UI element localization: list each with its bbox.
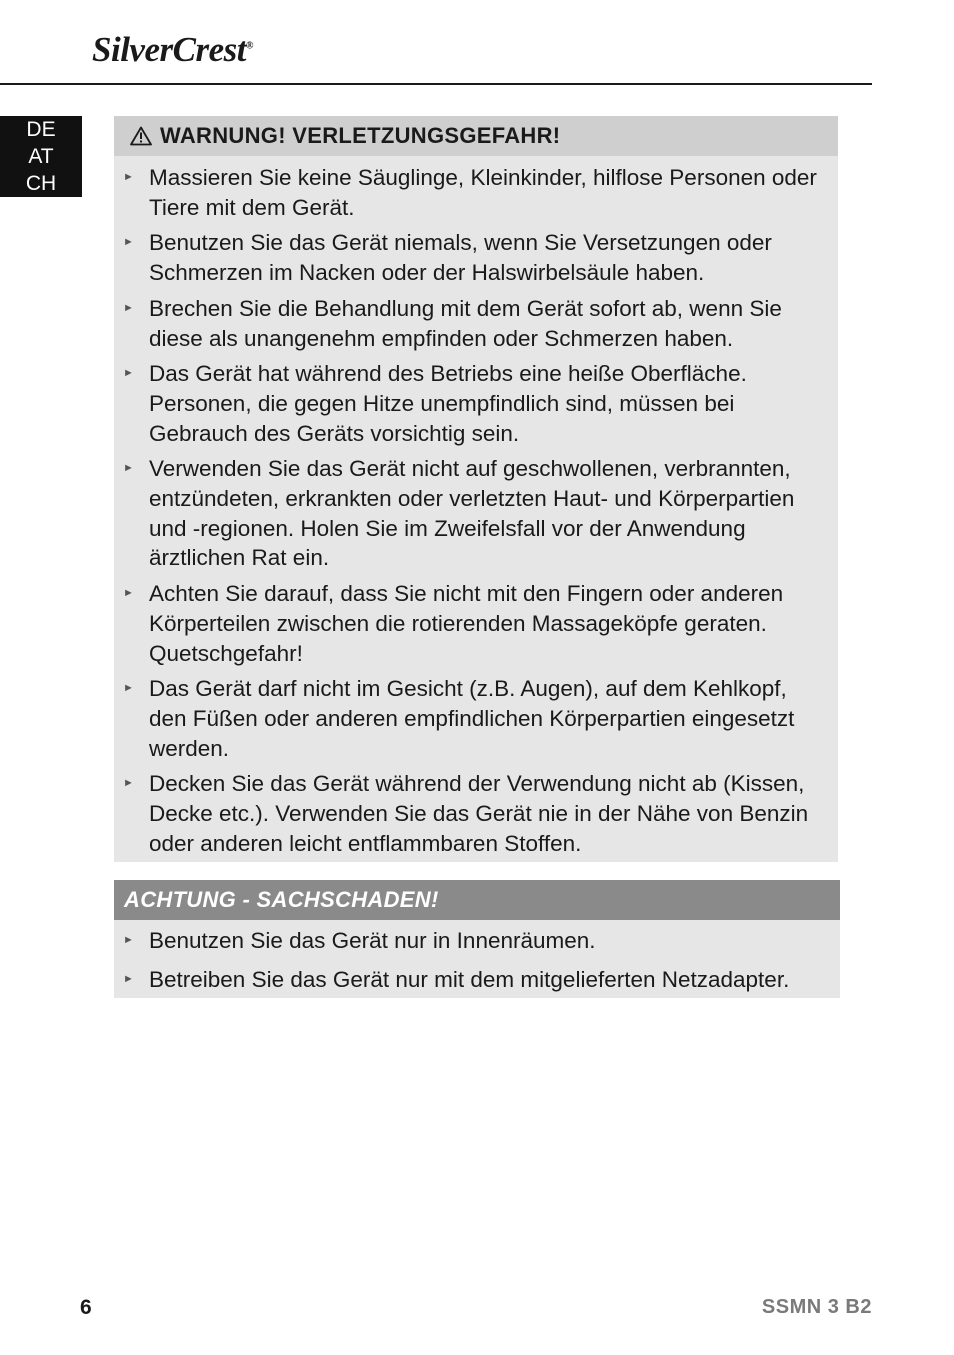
warning-item-text: Decken Sie das Gerät während der Verwendung nicht ab (Kissen, Decke etc.). Verwenden Sie das Gerät nie in der Nähe von Benzin oder anderen leicht entflammbaren Stoffen. <box>149 771 809 856</box>
warning-triangle-icon <box>130 126 152 146</box>
warning-item-text: Massieren Sie keine Säuglinge, Kleinkinder, hilflose Personen oder Tiere mit dem Gerät. <box>149 165 817 220</box>
warning-item <box>123 163 828 222</box>
warning-item-text: Verwenden Sie das Gerät nicht auf geschwollenen, verbrannten, entzündeten, erkrankten oder verletzten Haut- und Körperpartien und -regionen. Holen Sie im Zweifelsfall vor der Anwendung ärztlichen Rat ein. <box>149 456 795 571</box>
caution-header <box>114 880 840 920</box>
warning-header <box>114 116 838 156</box>
warning-title: WARNUNG! VERLETZUNGSGEFAHR! <box>160 123 561 148</box>
language-code-de: DE <box>26 118 56 141</box>
page-number: 6 <box>80 1296 92 1319</box>
warning-list <box>114 156 838 858</box>
warning-item-text: Benutzen Sie das Gerät niemals, wenn Sie Versetzungen oder Schmerzen im Nacken oder der Halswirbelsäule haben. <box>149 230 772 286</box>
language-code-ch: CH <box>25 172 57 195</box>
caution-list <box>114 920 840 994</box>
warning-item <box>123 769 828 858</box>
caution-item <box>123 926 830 956</box>
registered-mark: ® <box>245 40 253 52</box>
warning-item-text: Achten Sie darauf, dass Sie nicht mit den Fingern oder anderen Körperteilen zwischen die rotierenden Massageköpfe geraten. Quetschgefahr! <box>149 581 784 666</box>
caution-item <box>123 965 830 995</box>
bullet-arrow-icon: ► <box>123 462 134 475</box>
model-number: SSMN 3 B2 <box>761 1296 872 1318</box>
warning-item-text: Brechen Sie die Behandlung mit dem Gerät sofort ab, wenn Sie diese als unangenehm empfinden oder Schmerzen haben. <box>149 295 782 351</box>
caution-box <box>114 880 840 998</box>
warning-item <box>123 674 828 763</box>
bullet-arrow-icon: ► <box>123 682 134 695</box>
language-tab <box>0 116 82 197</box>
warning-item-text: Das Gerät hat während des Betriebs eine heiße Oberfläche. Personen, die gegen Hitze unempfindlich sind, müssen bei Gebrauch des Geräts vorsichtig sein. <box>149 361 747 446</box>
warning-item <box>123 579 828 668</box>
bullet-arrow-icon: ► <box>123 171 134 183</box>
bullet-arrow-icon: ► <box>123 301 134 314</box>
header-divider <box>0 83 872 85</box>
brand-logo <box>92 30 253 70</box>
warning-item-text: Das Gerät darf nicht im Gesicht (z.B. Augen), auf dem Kehlkopf, den Füßen oder anderen empfindlichen Körperpartien eingesetzt werden. <box>149 676 795 761</box>
bullet-arrow-icon: ► <box>123 236 134 249</box>
bullet-arrow-icon: ► <box>123 367 134 380</box>
caution-item-text: Betreiben Sie das Gerät nur mit dem mitgelieferten Netzadapter. <box>149 966 790 992</box>
bullet-arrow-icon: ► <box>123 972 134 985</box>
bullet-arrow-icon: ► <box>123 777 134 790</box>
bullet-arrow-icon: ► <box>123 934 134 946</box>
warning-item <box>123 454 828 573</box>
warning-box <box>114 116 838 862</box>
brand-logo-text: SilverCrest <box>92 30 246 69</box>
warning-item <box>123 228 828 287</box>
caution-title: ACHTUNG - SACHSCHADEN! <box>124 887 439 912</box>
bullet-arrow-icon: ► <box>123 587 134 600</box>
warning-item <box>123 359 828 448</box>
warning-item <box>123 294 828 353</box>
language-code-at: AT <box>28 145 54 168</box>
caution-item-text: Benutzen Sie das Gerät nur in Innenräumen. <box>149 928 596 953</box>
